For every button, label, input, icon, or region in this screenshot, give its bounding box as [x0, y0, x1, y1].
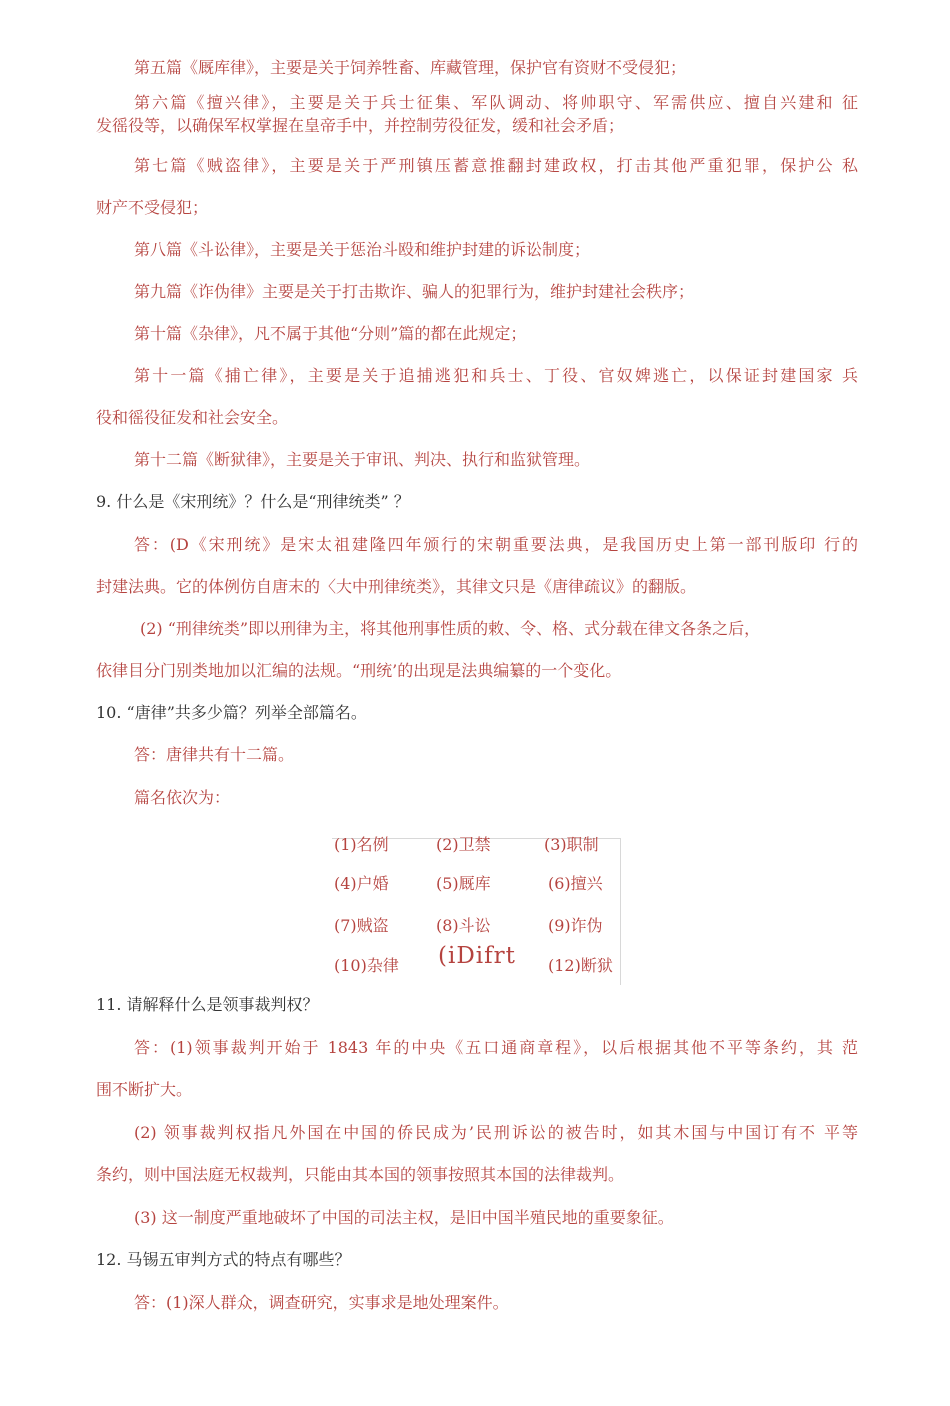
table-cell: (5)厩库 [436, 874, 491, 893]
question-11: 11. 请解释什么是领事裁判权？ [96, 995, 319, 1014]
paragraph-chapter-6-line-2: 发徭役等，以确保军权掌握在皇帝手中，并控制劳役征发，缓和社会矛盾； [96, 116, 625, 135]
question-12: 12. 马锡五审判方式的特点有哪些？ [96, 1250, 351, 1269]
table-cell: (7)贼盗 [334, 916, 389, 935]
paragraph-chapter-8: 第八篇《斗讼律》，主要是关于惩治斗殴和维护封建的诉讼制度； [134, 240, 591, 259]
chapter-list-table [332, 835, 621, 985]
answer-9-part-1-line-2: 封建法典。它的体例仿自唐末的〈大中刑律统类》，其律文只是《唐律疏议》的翻版。 [96, 577, 697, 596]
question-9: 9. 什么是《宋刑统》？什么是“刑律统类” ？ [96, 492, 410, 511]
answer-11-part-1-line-1: 答：(1)领事裁判开始于 1843 年的中央《五口通商章程》，以后根据其他不平等条约，其 范 [134, 1038, 858, 1057]
table-cell: (4)户婚 [334, 874, 389, 893]
answer-10: 答：唐律共有十二篇。 [134, 745, 295, 764]
paragraph-chapter-7-line-1: 第七篇《贼盗律》，主要是关于严刑镇压蓄意推翻封建政权，打击其他严重犯罪，保护公 私 [134, 156, 858, 175]
answer-10-list-intro: 篇名依次为： [134, 788, 231, 807]
table-cell: (9)诈伪 [548, 916, 603, 935]
answer-11-part-2-line-1: (2) 领事裁判权指凡外国在中国的侨民成为’民刑诉讼的被告时，如其木国与中国订有不 平等 [134, 1123, 858, 1142]
table-cell: (8)斗讼 [436, 916, 491, 935]
answer-11-part-2-line-2: 条约，则中国法庭无权裁判，只能由其本国的领事按照其本国的法律裁判。 [96, 1165, 625, 1184]
answer-9-part-2-line-1: (2) “刑律统类”即以刑律为主，将其他刑事性质的敕、令、格、式分载在律文各条之后， [140, 619, 761, 638]
answer-12-part-1: 答：(1)深人群众，调查研究，实事求是地处理案件。 [134, 1293, 509, 1312]
table-cell: (iDifrt [438, 943, 516, 969]
paragraph-chapter-5: 第五篇《厩库律》，主要是关于饲养牲畜、库藏管理，保护官有资财不受侵犯； [134, 58, 687, 77]
table-cell: (6)擅兴 [548, 874, 603, 893]
paragraph-chapter-11-line-1: 第十一篇《捕亡律》，主要是关于追捕逃犯和兵士、丁役、官奴婢逃亡，以保证封建国家 兵 [134, 366, 858, 385]
table-cell: (10)杂律 [334, 956, 399, 975]
paragraph-chapter-6-line-1: 第六篇《擅兴律》，主要是关于兵士征集、军队调动、将帅职守、军需供应、擅自兴建和 征 [134, 93, 858, 112]
answer-11-part-1-line-2: 围不断扩大。 [96, 1080, 193, 1099]
question-10: 10. “唐律”共多少篇？列举全部篇名。 [96, 703, 367, 722]
table-cell: (12)断狱 [548, 956, 613, 975]
answer-9-part-2-line-2: 依律目分门别类地加以汇编的法规。“刑统’的出现是法典编纂的一个变化。 [96, 661, 622, 680]
table-cell: (3)职制 [544, 835, 599, 854]
answer-11-part-3: (3) 这一制度严重地破坏了中国的司法主权，是旧中国半殖民地的重要象征。 [134, 1208, 674, 1227]
table-cell: (2)卫禁 [436, 835, 491, 854]
paragraph-chapter-11-line-2: 役和徭役征发和社会安全。 [96, 408, 289, 427]
table-cell: (1)名例 [334, 835, 389, 854]
paragraph-chapter-7-line-2: 财产不受侵犯； [96, 198, 209, 217]
answer-9-part-1-line-1: 答：(D《宋刑统》是宋太祖建隆四年颁行的宋朝重要法典，是我国历史上第一部刊版印 行的 [134, 535, 858, 554]
paragraph-chapter-12: 第十二篇《断狱律》，主要是关于审讯、判决、执行和监狱管理。 [134, 450, 591, 469]
paragraph-chapter-9: 第九篇《诈伪律》主要是关于打击欺诈、骗人的犯罪行为，维护封建社会秩序； [134, 282, 695, 301]
paragraph-chapter-10: 第十篇《杂律》，凡不属于其他“分则”篇的都在此规定； [134, 324, 527, 343]
